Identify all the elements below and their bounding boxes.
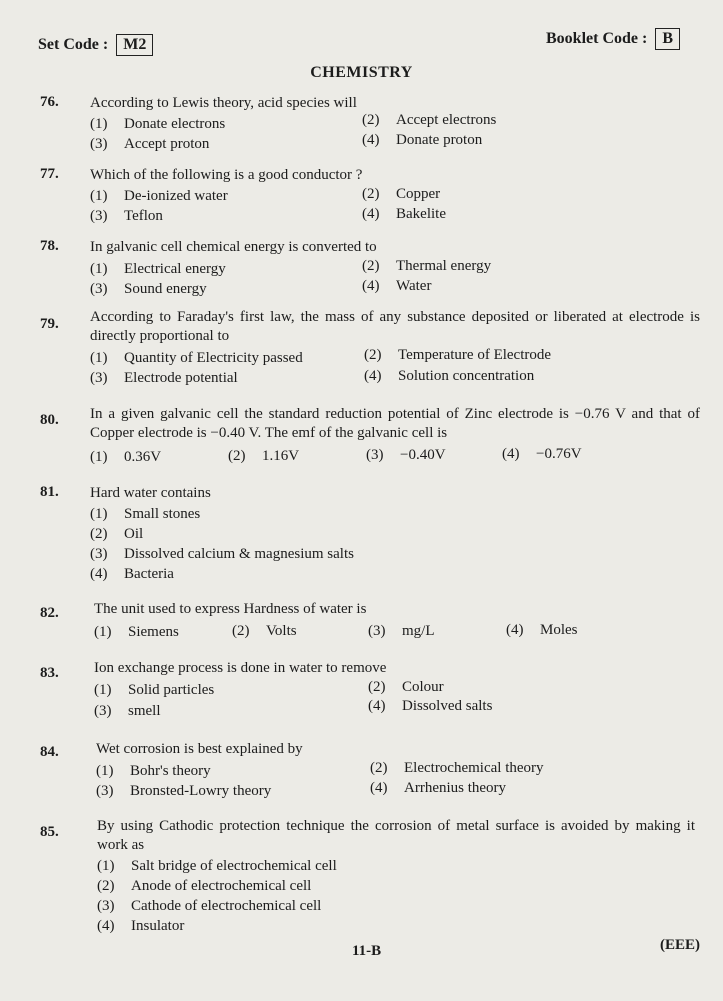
option-3: (3) −0.40V bbox=[366, 447, 446, 463]
question-82 bbox=[40, 600, 700, 644]
option-4: (4) Bakelite bbox=[362, 206, 446, 222]
option-3: (3) Dissolved calcium & magnesium salts bbox=[90, 546, 354, 562]
option-1: (1) Solid particles bbox=[94, 682, 215, 698]
question-number: 85. bbox=[40, 824, 59, 840]
option-3: (3) mg/L bbox=[368, 623, 435, 639]
option-4: (4) Water bbox=[362, 278, 432, 294]
question-number: 81. bbox=[40, 484, 59, 500]
option-2: (2) Thermal energy bbox=[362, 258, 492, 274]
option-3: (3) Sound energy bbox=[90, 281, 207, 297]
option-4: (4) Arrhenius theory bbox=[370, 780, 507, 796]
option-4: (4) −0.76V bbox=[502, 446, 582, 462]
question-number: 79. bbox=[40, 316, 59, 332]
question-number: 76. bbox=[40, 94, 59, 110]
set-code-value: M2 bbox=[116, 34, 153, 56]
question-83 bbox=[40, 659, 700, 719]
question-text: The unit used to express Hardness of water is bbox=[94, 601, 367, 617]
option-3: (3) Cathode of electrochemical cell bbox=[97, 898, 322, 914]
option-2: (2) Oil bbox=[90, 526, 144, 542]
option-2: (2) Colour bbox=[368, 679, 444, 695]
question-text: According to Lewis theory, acid species will bbox=[90, 95, 357, 111]
question-number: 77. bbox=[40, 166, 59, 182]
option-1: (1) Electrical energy bbox=[90, 261, 226, 277]
booklet-code-label: Booklet Code : bbox=[546, 30, 648, 47]
booklet-code-value: B bbox=[655, 28, 680, 50]
option-4: (4) Solution concentration bbox=[364, 368, 535, 384]
option-1: (1) Donate electrons bbox=[90, 116, 226, 132]
question-77 bbox=[40, 166, 700, 226]
set-code-label: Set Code : bbox=[38, 36, 109, 53]
option-2: (2) Accept electrons bbox=[362, 112, 497, 128]
option-2: (2) Temperature of Electrode bbox=[364, 347, 552, 363]
question-number: 82. bbox=[40, 605, 59, 621]
question-text: Ion exchange process is done in water to remove bbox=[94, 660, 387, 676]
question-85 bbox=[40, 817, 695, 939]
set-code bbox=[38, 34, 153, 56]
question-text: Wet corrosion is best explained by bbox=[96, 741, 303, 757]
question-80 bbox=[40, 405, 700, 467]
option-4: (4) Insulator bbox=[97, 918, 185, 934]
option-3: (3) Electrode potential bbox=[90, 370, 238, 386]
option-2: (2) 1.16V bbox=[228, 448, 300, 464]
page-number: 11-B bbox=[352, 943, 382, 959]
question-84 bbox=[40, 740, 700, 800]
option-3: (3) Accept proton bbox=[90, 136, 210, 152]
question-text: According to Faraday's first law, the mass of any substance deposited or liberated at electrode is directly proportional to bbox=[90, 309, 700, 344]
question-number: 83. bbox=[40, 665, 59, 681]
question-79 bbox=[40, 308, 700, 390]
question-81 bbox=[40, 484, 700, 584]
booklet-code bbox=[546, 28, 680, 50]
option-3: (3) Bronsted-Lowry theory bbox=[96, 783, 272, 799]
question-text: By using Cathodic protection technique the corrosion of metal surface is avoided by making it work as bbox=[97, 818, 695, 853]
option-1: (1) De-ionized water bbox=[90, 188, 228, 204]
question-78 bbox=[40, 238, 700, 298]
option-2: (2) Anode of electrochemical cell bbox=[97, 878, 312, 894]
option-1: (1) Small stones bbox=[90, 506, 201, 522]
option-1: (1) Salt bridge of electrochemical cell bbox=[97, 858, 337, 874]
option-4: (4) Dissolved salts bbox=[368, 698, 493, 714]
option-1: (1) Siemens bbox=[94, 624, 179, 640]
option-1: (1) Quantity of Electricity passed bbox=[90, 350, 303, 366]
question-number: 80. bbox=[40, 412, 59, 428]
option-4: (4) Donate proton bbox=[362, 132, 483, 148]
branch-code: (EEE) bbox=[660, 937, 701, 953]
question-text: In a given galvanic cell the standard reduction potential of Zinc electrode is −0.76 V and that of Copper electrode is −0.40 V. The emf of the galvanic cell is bbox=[90, 406, 700, 441]
question-text: Which of the following is a good conductor ? bbox=[90, 167, 363, 183]
option-1: (1) 0.36V bbox=[90, 449, 162, 465]
option-3: (3) smell bbox=[94, 703, 161, 719]
question-number: 84. bbox=[40, 744, 59, 760]
option-2: (2) Copper bbox=[362, 186, 441, 202]
option-2: (2) Electrochemical theory bbox=[370, 760, 544, 776]
option-1: (1) Bohr's theory bbox=[96, 763, 211, 779]
subject-title: CHEMISTRY bbox=[310, 64, 413, 81]
question-text: In galvanic cell chemical energy is converted to bbox=[90, 239, 377, 255]
option-4: (4) Moles bbox=[506, 622, 578, 638]
option-2: (2) Volts bbox=[232, 623, 297, 639]
question-text: Hard water contains bbox=[90, 485, 211, 501]
option-3: (3) Teflon bbox=[90, 208, 163, 224]
option-4: (4) Bacteria bbox=[90, 566, 174, 582]
question-number: 78. bbox=[40, 238, 59, 254]
question-76 bbox=[40, 94, 700, 154]
